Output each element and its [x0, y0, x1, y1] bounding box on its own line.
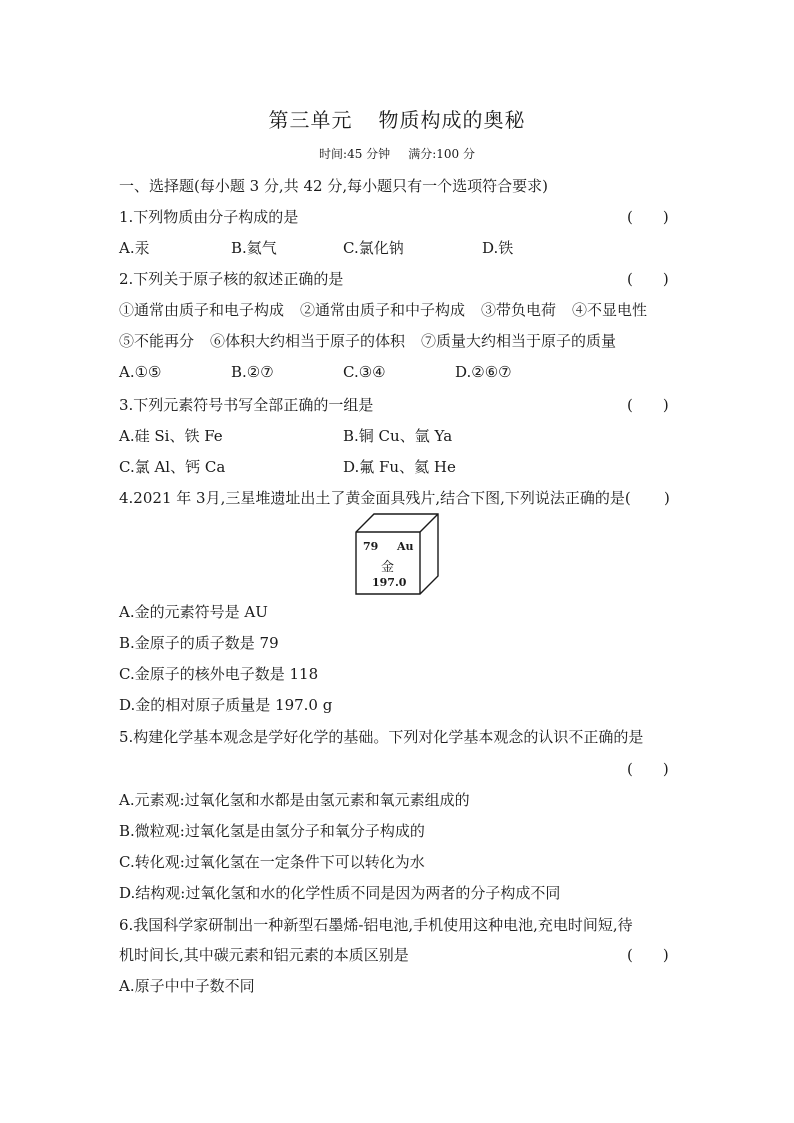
- q2-statement-1: ①通常由质子和电子构成: [119, 301, 285, 319]
- q2-statements-row1: [119, 300, 663, 320]
- q2-statements-row2: [119, 331, 632, 351]
- element-atomic-mass: 197.0: [372, 576, 407, 589]
- q6-stem-line2: 机时间长,其中碳元素和铝元素的本质区别是: [119, 946, 409, 964]
- q6-option-a: A.原子中中子数不同: [119, 977, 255, 995]
- exam-meta: [0, 145, 794, 162]
- q5-option-b: B.微粒观:过氧化氢是由氢分子和氧分子构成的: [119, 822, 425, 840]
- q4-option-a: A.金的元素符号是 AU: [119, 603, 268, 621]
- q6-stem-line1: 6.我国科学家研制出一种新型石墨烯-铝电池,手机使用这种电池,充电时间短,待: [119, 916, 633, 934]
- q3-option-b: B.铜 Cu、氩 Ya: [343, 427, 453, 445]
- q2-statement-7: ⑦质量大约相当于原子的质量: [421, 332, 617, 350]
- full-score: 满分:100 分: [408, 147, 475, 161]
- q2-statement-3: ③带负电荷: [481, 301, 557, 319]
- q3-stem: 3.下列元素符号书写全部正确的一组是: [119, 396, 374, 414]
- element-card-gold: [355, 513, 439, 595]
- q3-answer-blank: ( ): [627, 396, 669, 414]
- q5-option-c: C.转化观:过氧化氢在一定条件下可以转化为水: [119, 853, 425, 871]
- q4-option-d: D.金的相对原子质量是 197.0 g: [119, 696, 333, 714]
- q3-option-a: A.硅 Si、铁 Fe: [119, 427, 223, 445]
- page-title: [0, 104, 794, 133]
- q2-option-c: C.③④: [343, 363, 386, 381]
- q4-stem: 4.2021 年 3月,三星堆遗址出土了黄金面具残片,结合下图,下列说法正确的是(: [119, 489, 631, 507]
- q1-option-a: A.汞: [119, 239, 150, 257]
- unit-topic: 物质构成的奥秘: [378, 108, 526, 132]
- q5-stem: 5.构建化学基本观念是学好化学的基础。下列对化学基本观念的认识不正确的是: [119, 728, 644, 746]
- q5-option-d: D.结构观:过氧化氢和水的化学性质不同是因为两者的分子构成不同: [119, 884, 561, 902]
- q2-stem: 2.下列关于原子核的叙述正确的是: [119, 270, 344, 288]
- q6-answer-blank: ( ): [627, 946, 669, 964]
- q1-option-d: D.铁: [482, 239, 514, 257]
- q4-option-b: B.金原子的质子数是 79: [119, 634, 279, 652]
- q2-option-a: A.①⑤: [119, 363, 162, 381]
- q1-option-b: B.氦气: [231, 239, 277, 257]
- q3-option-d: D.氟 Fu、氦 He: [343, 458, 456, 476]
- element-symbol: Au: [397, 540, 414, 553]
- q2-statement-5: ⑤不能再分: [119, 332, 195, 350]
- element-name: 金: [381, 560, 395, 575]
- q3-option-c: C.氯 Al、钙 Ca: [119, 458, 226, 476]
- q1-answer-blank: ( ): [627, 208, 669, 226]
- q2-option-d: D.②⑥⑦: [455, 363, 512, 381]
- q1-stem: 1.下列物质由分子构成的是: [119, 208, 299, 226]
- q2-answer-blank: ( ): [627, 270, 669, 288]
- section-header: 一、选择题(每小题 3 分,共 42 分,每小题只有一个选项符合要求): [119, 177, 548, 195]
- q2-option-b: B.②⑦: [231, 363, 274, 381]
- q4-stem-close: ): [664, 489, 670, 507]
- q4-option-c: C.金原子的核外电子数是 118: [119, 665, 319, 683]
- q2-statement-4: ④不显电性: [572, 301, 648, 319]
- q2-statement-6: ⑥体积大约相当于原子的体积: [210, 332, 406, 350]
- q2-statement-2: ②通常由质子和中子构成: [300, 301, 466, 319]
- q1-option-c: C.氯化钠: [343, 239, 404, 257]
- time-limit: 时间:45 分钟: [319, 147, 391, 161]
- unit-label: 第三单元: [268, 108, 353, 132]
- q5-answer-blank: ( ): [627, 760, 669, 778]
- element-atomic-number: 79: [363, 540, 379, 553]
- q5-option-a: A.元素观:过氧化氢和水都是由氢元素和氧元素组成的: [119, 791, 470, 809]
